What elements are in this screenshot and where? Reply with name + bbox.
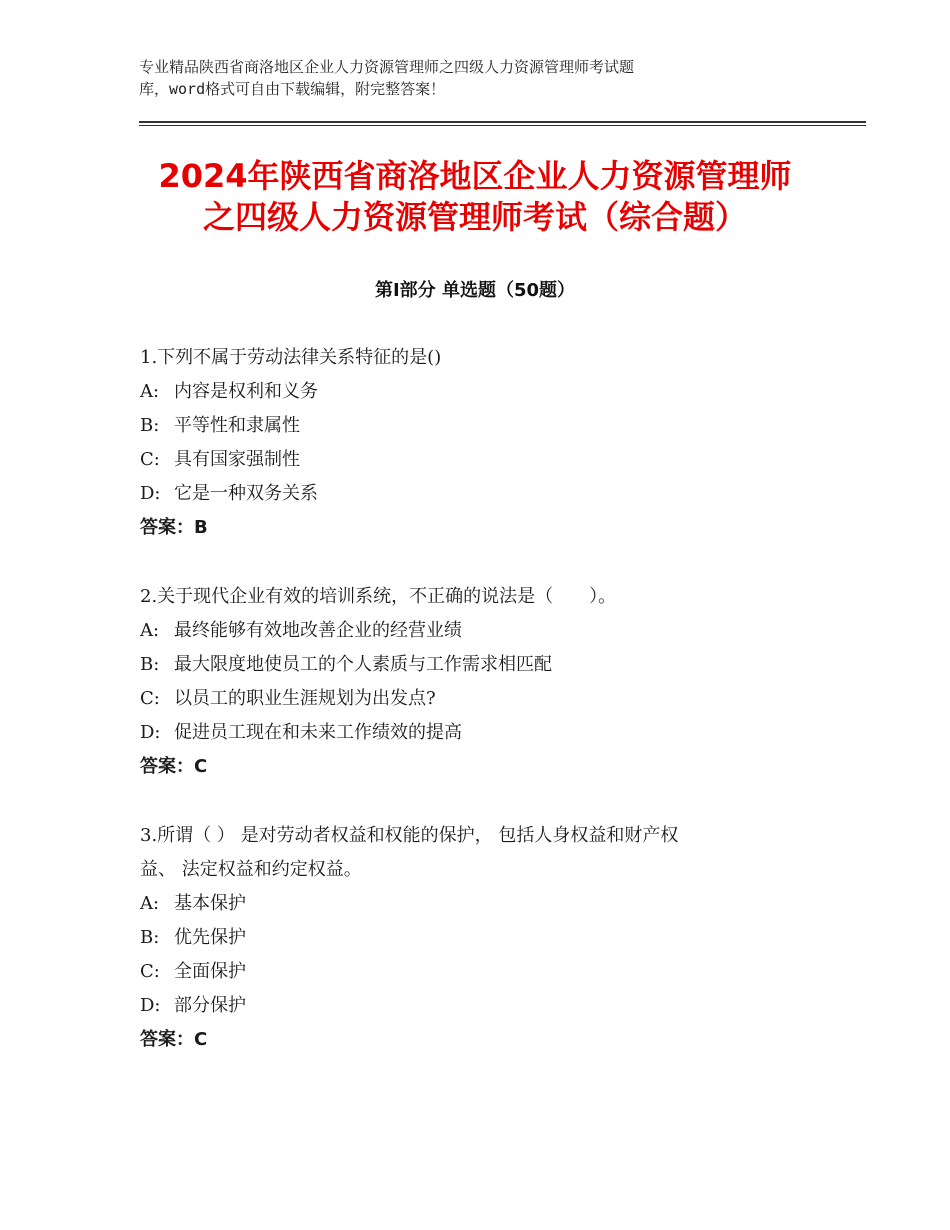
header-note: [139, 56, 789, 100]
option-c: [140, 682, 820, 716]
option-letter: C:: [140, 688, 160, 709]
option-c: [140, 443, 820, 477]
option-a: [140, 887, 820, 921]
question-stem: 2.关于现代企业有效的培训系统，不正确的说法是（ ）。: [140, 586, 617, 607]
question-1: [140, 341, 820, 545]
header-note-line-2: 库，word格式可自由下载编辑，附完整答案！: [139, 80, 446, 98]
option-text: 最终能够有效地改善企业的经营业绩: [174, 620, 462, 641]
option-text: 促进员工现在和未来工作绩效的提高: [174, 722, 462, 743]
option-text: 它是一种双务关系: [174, 483, 318, 504]
option-text: 内容是权利和义务: [174, 381, 318, 402]
option-text: 具有国家强制性: [174, 449, 300, 470]
option-letter: A:: [140, 381, 160, 402]
option-a: [140, 614, 820, 648]
document-title-line-1: 2024年陕西省商洛地区企业人力资源管理师: [158, 157, 792, 195]
option-letter: D:: [140, 995, 161, 1016]
option-c: [140, 955, 820, 989]
option-d: [140, 477, 820, 511]
option-a: [140, 375, 820, 409]
header-divider-thick: [139, 121, 866, 123]
option-b: [140, 409, 820, 443]
question-stem: 3.所谓（ ） 是对劳动者权益和权能的保护， 包括人身权益和财产权: [140, 825, 679, 846]
option-letter: C:: [140, 449, 160, 470]
option-letter: C:: [140, 961, 160, 982]
option-b: [140, 648, 820, 682]
option-b: [140, 921, 820, 955]
option-text: 以员工的职业生涯规划为出发点?: [174, 688, 436, 709]
option-text: 最大限度地使员工的个人素质与工作需求相匹配: [174, 654, 552, 675]
option-letter: D:: [140, 483, 161, 504]
section-heading: 第Ⅰ部分 单选题（50题）: [374, 280, 575, 301]
document-title-line-2: 之四级人力资源管理师考试（综合题）: [202, 198, 747, 236]
option-letter: B:: [140, 415, 160, 436]
answer-line: 答案：C: [140, 756, 208, 777]
header-note-line-1: 专业精品陕西省商洛地区企业人力资源管理师之四级人力资源管理师考试题: [139, 58, 635, 76]
option-text: 平等性和隶属性: [174, 415, 300, 436]
answer-line: 答案：C: [140, 1029, 208, 1050]
option-text: 部分保护: [174, 995, 246, 1016]
option-d: [140, 716, 820, 750]
option-letter: A:: [140, 893, 160, 914]
question-stem: 1.下列不属于劳动法律关系特征的是(): [140, 347, 442, 368]
document-title: [100, 156, 850, 238]
option-letter: B:: [140, 927, 160, 948]
option-d: [140, 989, 820, 1023]
option-text: 基本保护: [174, 893, 246, 914]
option-letter: D:: [140, 722, 161, 743]
option-text: 优先保护: [174, 927, 246, 948]
option-text: 全面保护: [174, 961, 246, 982]
question-3: [140, 819, 820, 1057]
question-2: [140, 580, 820, 784]
option-letter: B:: [140, 654, 160, 675]
header-divider-thin: [139, 125, 866, 126]
answer-line: 答案：B: [140, 517, 208, 538]
question-stem-continued: 益、 法定权益和约定权益。: [140, 859, 362, 880]
option-letter: A:: [140, 620, 160, 641]
